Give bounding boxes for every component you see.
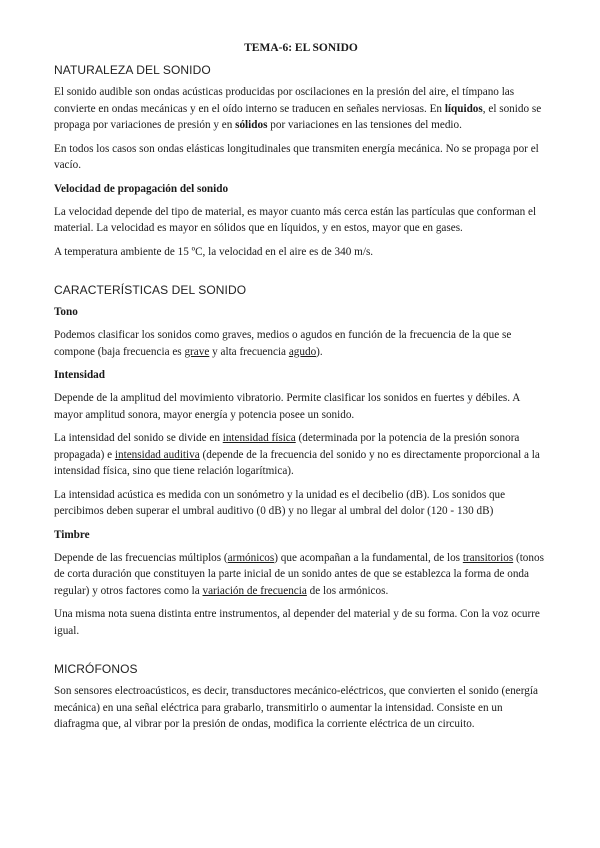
paragraph-tono: Podemos clasificar los sonidos como graves, medios o agudos en función de la frecuencia de la que se compone (baja frecuencia es grave y alta frecuencia agudo).	[54, 329, 512, 358]
section-heading-caracteristicas: CARACTERÍSTICAS DEL SONIDO	[54, 283, 247, 297]
underline-intensidad-fisica: intensidad física	[222, 432, 296, 444]
subheading-timbre: Timbre	[54, 528, 90, 541]
section-heading-naturaleza: NATURALEZA DEL SONIDO	[54, 63, 211, 77]
document-title: TEMA-6: EL SONIDO	[244, 42, 358, 54]
underline-agudo: agudo	[288, 345, 317, 358]
paragraph-timbre-1: Depende de las frecuencias múltiplos (armónicos) que acompañan a la fundamental, de los transitorios (tonos de corta duración que constituyen la parte inicial de un sonido antes de que se establezca la forma de onda regular) y otros factores como la variación de frecuencia de los armónicos.	[54, 551, 544, 597]
paragraph-intensidad-1: Depende de la amplitud del movimiento vibratorio. Permite clasificar los sonidos en fuertes y débiles. A mayor amplitud sonora, mayor energía y potencia posee un sonido.	[54, 392, 520, 421]
document-body	[54, 42, 548, 740]
paragraph-naturaleza-2: En todos los casos son ondas elásticas longitudinales que transmiten energía mecánica. No se propaga por el vacío.	[54, 142, 539, 171]
bold-solidos: sólidos	[235, 119, 268, 131]
paragraph-microfonos: Son sensores electroacústicos, es decir, transductores mecánico-eléctricos, que convierten el sonido (energía mecánica) en una señal eléctrica para grabarlo, transmitirlo o aumentar la intensidad. Consiste en un diafragma que, al vibrar por la presión de ondas, modifica la corriente eléctrica de un circuito.	[54, 685, 538, 730]
paragraph-timbre-2: Una misma nota suena distinta entre instrumentos, al depender del material y de su forma. Con la voz ocurre igual.	[54, 608, 540, 637]
underline-armonicos: armónicos	[227, 551, 275, 564]
underline-intensidad-auditiva: intensidad auditiva	[114, 448, 200, 461]
paragraph-velocidad-2: A temperatura ambiente de 15 ºC, la velocidad en el aire es de 340 m/s.	[54, 245, 374, 258]
underline-grave: grave	[184, 345, 210, 358]
paragraph-intensidad-3: La intensidad acústica es medida con un sonómetro y la unidad es el decibelio (dB). Los sonidos que percibimos deben superar el umbral auditivo (0 dB) y no llegar al umbral del dolor (120 - 130 dB)	[54, 488, 506, 517]
paragraph-velocidad-1: La velocidad depende del tipo de material, es mayor cuanto más cerca están las partículas que conforman el material. La velocidad es mayor en sólidos que en líquidos, y en estos, mayor que en gases.	[54, 205, 537, 234]
underline-transitorios: transitorios	[462, 551, 514, 564]
underline-variacion-frecuencia: variación de frecuencia	[202, 584, 307, 597]
subheading-tono: Tono	[54, 306, 78, 318]
bold-liquidos: líquidos	[444, 102, 483, 115]
paragraph-naturaleza-1: El sonido audible son ondas acústicas producidas por oscilaciones en la presión del aire, el tímpano las convierte en ondas mecánicas y en el oído interno se traducen en señales nerviosas. En líquidos, el sonido se propaga por variaciones de presión y en sólidos por variaciones en las tensiones del medio.	[54, 86, 542, 131]
paragraph-intensidad-2: La intensidad del sonido se divide en intensidad física (determinada por la potencia de la presión sonora propagada) e intensidad auditiva (depende de la frecuencia del sonido y no es directamente proporcional a la intensidad física, sino que tiene relación logarítmica).	[54, 432, 540, 477]
section-heading-microfonos: MICRÓFONOS	[54, 662, 138, 676]
subheading-intensidad: Intensidad	[54, 369, 105, 381]
subheading-velocidad: Velocidad de propagación del sonido	[54, 182, 229, 195]
